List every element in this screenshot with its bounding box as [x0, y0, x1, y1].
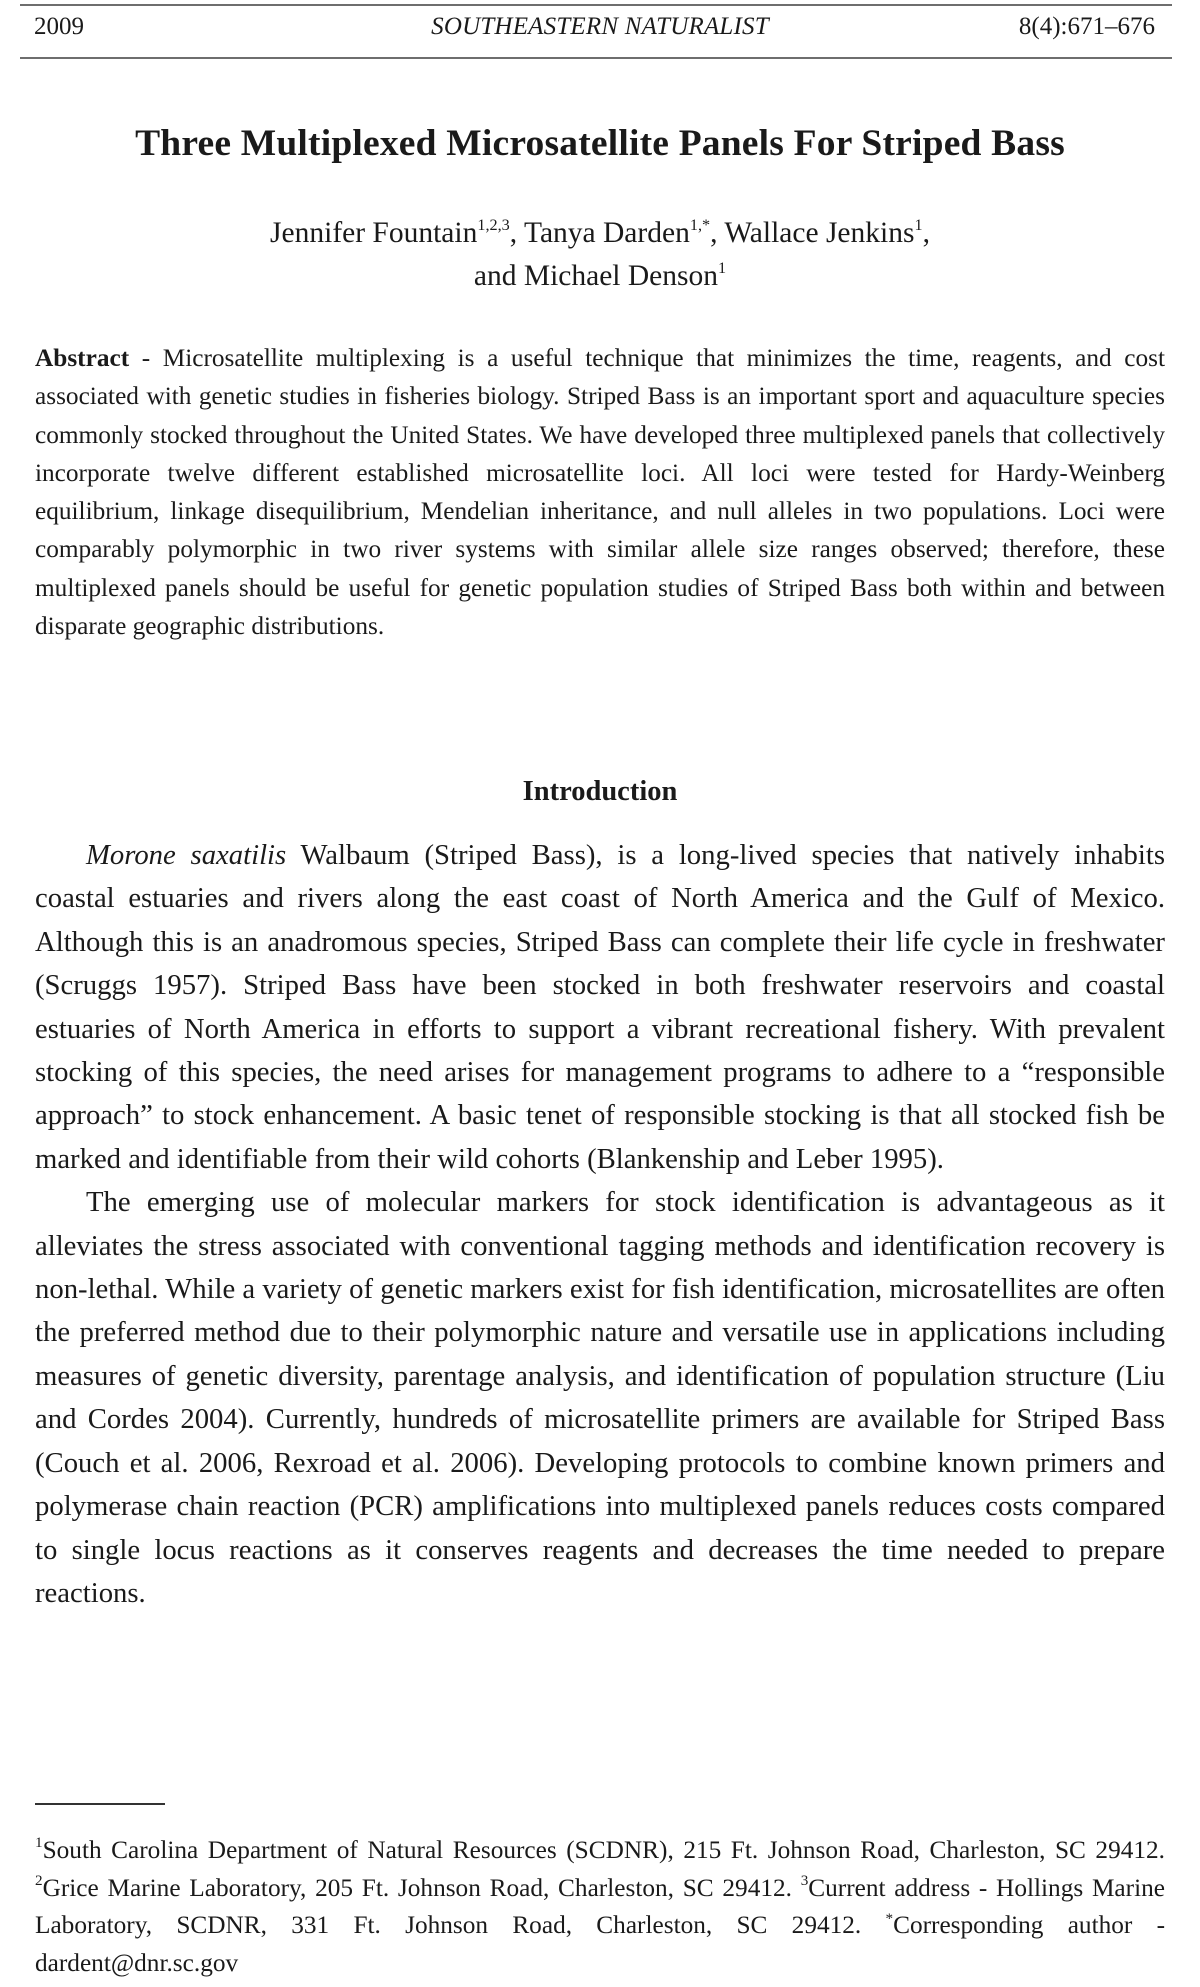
- author-affiliation-mark: 1,2,3: [477, 215, 510, 234]
- header-journal-name: SOUTHEASTERN NATURALIST: [431, 13, 769, 40]
- author-affiliation-mark: 1,*: [689, 215, 711, 234]
- footnote: $^1$South Carolina Department of Natural Resources (SCDNR), 215 Ft. Johnson Road, Charleston, SC 29412.: [35, 1834, 1165, 1864]
- header-year: 2009: [34, 13, 84, 40]
- author: Jennifer Fountain$^{1,2,3}$,: [270, 215, 524, 249]
- species-name: Morone saxatilis: [86, 839, 287, 871]
- paper-title: Three Multiplexed Microsatellite Panels For Striped Bass: [135, 123, 1065, 164]
- abstract-text: Microsatellite multiplexing is a useful technique that minimizes the time, reagents, and cost associated with genetic studies in fisheries biology. Striped Bass is an important sport and aquaculture species commonly stocked throughout the United States. We have developed three multiplexed panels that collectively incorporate twelve different established microsatellite loci. All loci were tested for Hardy-Weinberg equilibrium, linkage disequilibrium, Mendelian inheritance, and null alleles in two populations. Loci were comparably polymorphic in two river systems with similar allele size ranges observed; therefore, these multiplexed panels should be useful for genetic population studies of Striped Bass both within and between disparate geographic distributions.: [35, 344, 1165, 641]
- author: and Michael Denson$^1$: [473, 258, 727, 292]
- footnotes: [35, 1832, 1165, 1982]
- header-top-rule: [20, 4, 1172, 6]
- footnote: $^2$Grice Marine Laboratory, 205 Ft. Johnson Road, Charleston, SC 29412.: [35, 1871, 801, 1902]
- author-affiliation-mark: 1: [914, 215, 923, 234]
- footnote-corresponding-author: *Corresponding author - dardent@dnr.sc.gov: [35, 1909, 1166, 1977]
- introduction-paragraph: The emerging use of molecular markers for stock identification is advantageous as it alleviates the stress associated with conventional tagging methods and identification recovery is non-lethal. While a variety of genetic markers exist for fish identification, microsatellites are often the preferred method due to their polymorphic nature and versatile use in applications including measures of genetic diversity, parentage analysis, and identification of population structure (Liu and Cordes 2004). Currently, hundreds of microsatellite primers are available for Striped Bass (Couch et al. 2006, Rexroad et al. 2006). Developing protocols to combine known primers and polymerase chain reaction (PCR) amplifications into multiplexed panels reduces costs compared to single locus reactions as it conserves reagents and decreases the time needed to prepare reactions.: [35, 1186, 1165, 1609]
- author: Tanya Darden$^{1,*}$,: [523, 215, 725, 249]
- footnote: $^3$Current address - Hollings Marine Laboratory, SCDNR, 331 Ft. Johnson Road, Charleston, SC 29412.: [35, 1871, 1165, 1940]
- header-bottom-rule: [20, 57, 1172, 59]
- footnote-separator: [35, 1803, 165, 1805]
- abstract: [35, 339, 1165, 645]
- author: Wallace Jenkins$^1$,: [724, 215, 930, 249]
- section-heading-introduction: Introduction: [522, 776, 678, 807]
- author-list: [0, 212, 1200, 298]
- abstract-label: Abstract: [35, 344, 130, 372]
- introduction-body: [35, 834, 1165, 1615]
- author-affiliation-mark: 1: [718, 258, 727, 277]
- header-volume-pages: 8(4):671–676: [1018, 13, 1155, 40]
- abstract-separator: -: [129, 344, 163, 372]
- introduction-paragraph: Morone saxatilis Walbaum (Striped Bass), is a long-lived species that natively inhabits coastal estuaries and rivers along the east coast of North America and the Gulf of Mexico. Although this is an anadromous species, Striped Bass can complete their life cycle in freshwater (Scruggs 1957). Striped Bass have been stocked in both freshwater reservoirs and coastal estuaries of North America in efforts to support a vibrant recreational fishery. With prevalent stocking of this species, the need arises for management programs to adhere to a “responsible approach” to stock enhancement. A basic tenet of responsible stocking is that all stocked fish be marked and identifiable from their wild cohorts (Blankenship and Leber 1995).: [35, 839, 1165, 1175]
